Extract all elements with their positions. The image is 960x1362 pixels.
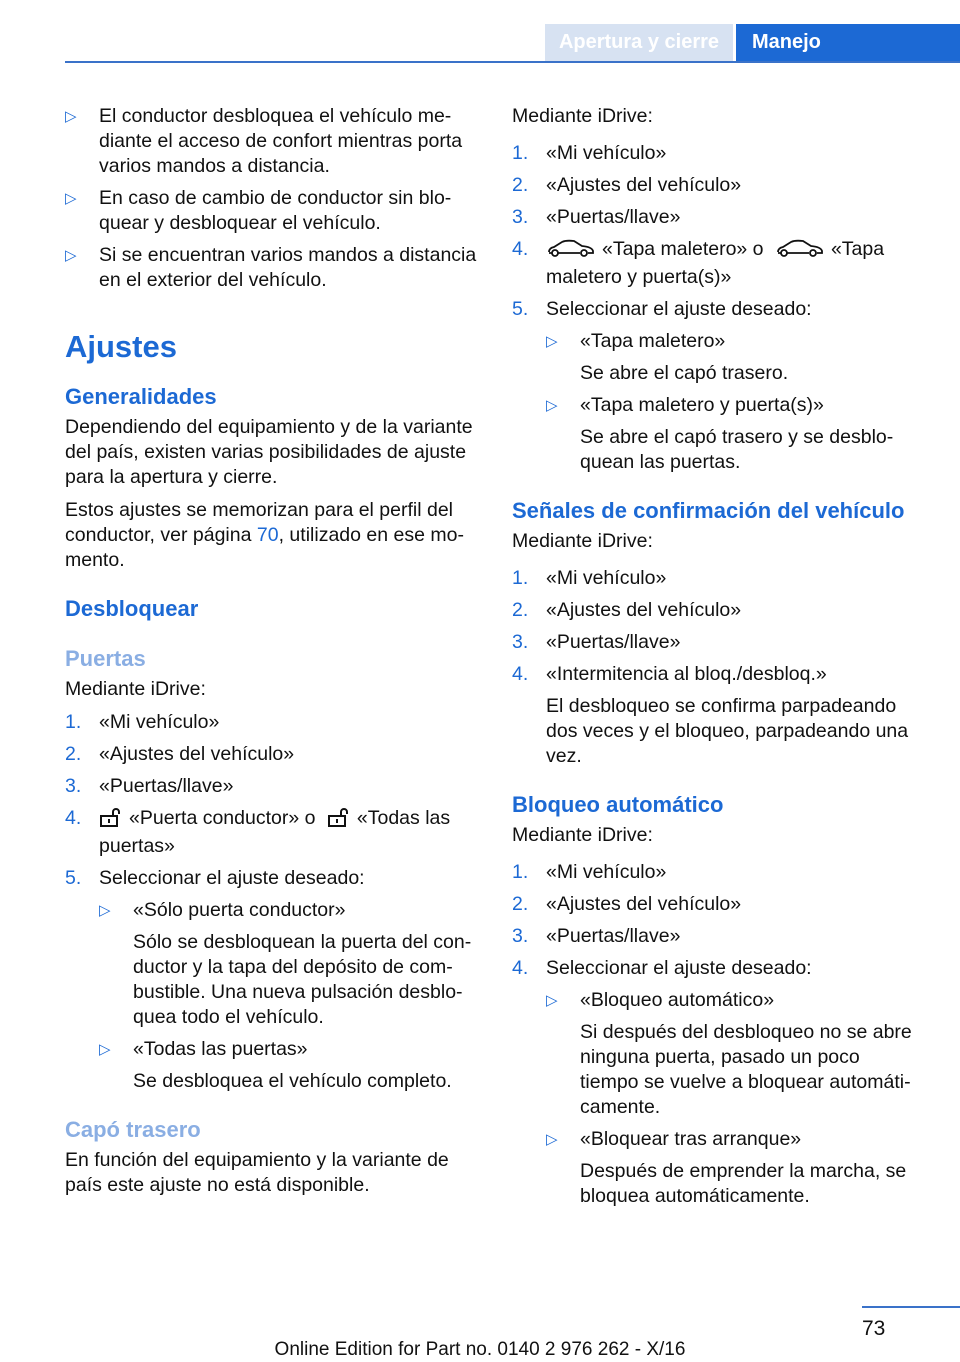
list-item: 1. «Mi vehículo» (512, 142, 667, 164)
list-item: 1. «Mi vehículo» (512, 567, 667, 589)
list-item: 3. «Puertas/llave» (65, 775, 234, 797)
bullet-triangle-icon: ▷ (99, 902, 111, 919)
left-column (65, 104, 480, 1206)
list-item: 2. «Ajustes del vehículo» (65, 743, 295, 765)
bullet-triangle-icon: ▷ (546, 1131, 558, 1148)
list-item: 4. Seleccionar el ajuste deseado: ▷ «Bloqueo automático» Si después del desbloqueo no se abre ninguna puerta, pasado un poco tiempo se vuelve a bloquear automáti‐ camente. ▷ «Bloquear tras arranque» Después de emprender la marcha, se bloquea automáticamente. (512, 956, 922, 1209)
bullet-triangle-icon: ▷ (99, 1041, 111, 1058)
header-tab-section: Apertura y cierre (545, 24, 733, 61)
bullet-triangle-icon: ▷ (65, 247, 77, 264)
bullet-triangle-icon: ▷ (546, 333, 558, 350)
paragraph: En función del equipamiento y la variante de país este ajuste no está disponible. (65, 1149, 449, 1196)
sub-list-item: ▷ «Todas las puertas» Se desbloquea el vehículo completo. (99, 1038, 452, 1092)
sub-list-item: ▷ «Sólo puerta conductor» Sólo se desbloquean la puerta del con‐ ductor y la tapa del depósito de com‐ bustible. Una nueva pulsación desblo‐ quea todo el vehículo. (99, 899, 472, 1028)
sub-list-item: ▷ «Tapa maletero» Se abre el capó trasero. (546, 330, 789, 384)
paragraph: Estos ajustes se memorizan para el perfil del conductor, ver página 70, utilizado en ese mo‐ mento. (65, 499, 464, 571)
paragraph: Mediante iDrive: (512, 824, 653, 846)
bullet-triangle-icon: ▷ (546, 992, 558, 1009)
page-link[interactable]: 70 (256, 524, 279, 546)
page-number-rule (862, 1306, 960, 1308)
list-item: 4. «Intermitencia al bloq./desbloq.» El desbloqueo se confirma parpadeando dos veces y el bloqueo, parpadeando una vez. (512, 663, 909, 767)
paragraph: Mediante iDrive: (512, 105, 653, 127)
heading-unlock: Desbloquear (65, 596, 199, 621)
footer-edition: Online Edition for Part no. 0140 2 976 262 - X/16 (274, 1339, 686, 1360)
right-column (512, 104, 922, 1216)
list-item: 2. «Ajustes del vehículo» (512, 174, 742, 196)
sub-list-item: ▷ «Bloqueo automático» Si después del desbloqueo no se abre ninguna puerta, pasado un poco tiempo se vuelve a bloquear automáti‐ camente. (546, 989, 912, 1118)
car-icon (546, 238, 596, 265)
sub-list-item: ▷ «Tapa maletero y puerta(s)» Se abre el capó trasero y se desblo‐ quean las puertas. (546, 394, 894, 473)
list-item: ▷ El conductor desbloquea el vehículo me‐ diante el acceso de confort mientras porta varios mandos a distancia. (65, 105, 463, 177)
list-item: 5. Seleccionar el ajuste deseado: ▷ «Tapa maletero» Se abre el capó trasero. ▷ «Tapa maletero y puerta(s)» Se abre el capó trasero y se desblo‐ quean las puertas. (512, 297, 922, 475)
list-item: 4. «Puerta conductor» o «Todas las puertas» (65, 807, 451, 857)
sub-list-item: ▷ «Bloquear tras arranque» Después de emprender la marcha, se bloquea automáticamente. (546, 1128, 907, 1207)
list-item: 2. «Ajustes del vehículo» (512, 599, 742, 621)
bullet-triangle-icon: ▷ (546, 397, 558, 414)
list-item: 3. «Puertas/llave» (512, 206, 681, 228)
heading-doors: Puertas (65, 646, 146, 671)
heading-signals: Señales de confirmación del vehículo (512, 498, 905, 523)
list-item: 1. «Mi vehículo» (65, 711, 220, 733)
list-item: 5. Seleccionar el ajuste deseado: ▷ «Sólo puerta conductor» Sólo se desbloquean la puerta del con‐ ductor y la tapa del depósito de com‐ bustible. Una nueva pulsación desblo‐ quea todo el vehículo. ▷ «Todas las puertas» Se desbloquea el vehículo completo. (65, 866, 480, 1094)
heading-trunk: Capó trasero (65, 1117, 201, 1142)
list-item: ▷ Si se encuentran varios mandos a distancia en el exterior del vehículo. (65, 244, 477, 291)
bullet-triangle-icon: ▷ (65, 108, 77, 125)
paragraph: Dependiendo del equipamiento y de la variante del país, existen varias posibilidades de ajuste para la apertura y cierre. (65, 416, 473, 488)
bullet-triangle-icon: ▷ (65, 190, 77, 207)
unlock-icon (327, 807, 351, 834)
list-item: 4. «Tapa maletero» o «Tapa maletero y puerta(s)» (512, 238, 885, 288)
header-rule (65, 61, 960, 63)
section-title: Ajustes (65, 329, 177, 364)
unlock-icon (99, 807, 123, 834)
list-item: 1. «Mi vehículo» (512, 861, 667, 883)
header-tab-chapter: Manejo (736, 24, 960, 61)
car-icon (775, 238, 825, 265)
list-item: 3. «Puertas/llave» (512, 925, 681, 947)
paragraph: Mediante iDrive: (512, 530, 653, 552)
list-item: ▷ En caso de cambio de conductor sin blo‐ quear y desbloquear el vehículo. (65, 187, 452, 234)
heading-general: Generalidades (65, 384, 217, 409)
page-number: 73 (862, 1317, 886, 1340)
list-item: 2. «Ajustes del vehículo» (512, 893, 742, 915)
heading-autolock: Bloqueo automático (512, 792, 724, 817)
paragraph: Mediante iDrive: (65, 678, 206, 700)
list-item: 3. «Puertas/llave» (512, 631, 681, 653)
